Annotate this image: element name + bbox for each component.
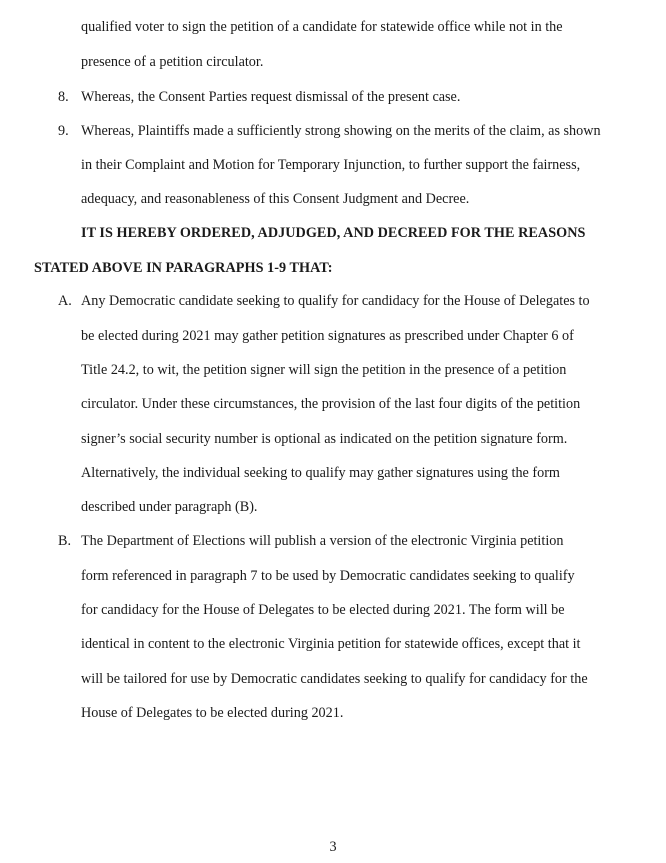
paragraph-9-line-1: Whereas, Plaintiffs made a sufficiently strong showing on the merits of the claim, as shown xyxy=(81,123,601,139)
order-a-line-2: be elected during 2021 may gather petition signatures as prescribed under Chapter 6 of xyxy=(81,328,574,344)
order-b-line-3: for candidacy for the House of Delegates to be elected during 2021. The form will be xyxy=(81,602,565,618)
order-b-line-1: The Department of Elections will publish a version of the electronic Virginia petition xyxy=(81,533,564,549)
paragraph-7-line-1: qualified voter to sign the petition of a candidate for statewide office while not in the xyxy=(81,19,563,35)
page-number: 3 xyxy=(329,839,337,855)
paragraph-7-line-2: presence of a petition circulator. xyxy=(81,54,264,70)
order-a-line-3: Title 24.2, to wit, the petition signer will sign the petition in the presence of a petition xyxy=(81,362,567,378)
order-a-line-4: circulator. Under these circumstances, the provision of the last four digits of the petition xyxy=(81,396,581,412)
order-heading-line-1: IT IS HEREBY ORDERED, ADJUDGED, AND DECREED FOR THE REASONS xyxy=(81,225,586,241)
paragraph-9-line-2: in their Complaint and Motion for Temporary Injunction, to further support the fairness, xyxy=(81,157,581,173)
order-a-line-7: described under paragraph (B). xyxy=(81,499,258,515)
order-b-line-2: form referenced in paragraph 7 to be used by Democratic candidates seeking to qualify xyxy=(81,568,575,584)
order-a-letter: A. xyxy=(58,293,72,309)
order-a-line-1: Any Democratic candidate seeking to qualify for candidacy for the House of Delegates to xyxy=(81,293,590,309)
order-b-line-5: will be tailored for use by Democratic candidates seeking to qualify for candidacy for the xyxy=(81,671,588,687)
paragraph-8-line-1: Whereas, the Consent Parties request dismissal of the present case. xyxy=(81,89,461,105)
order-a-line-5: signer’s social security number is optional as indicated on the petition signature form. xyxy=(81,431,568,447)
order-b-line-6: House of Delegates to be elected during 2021. xyxy=(81,705,344,721)
order-b-letter: B. xyxy=(58,533,72,549)
paragraph-9-number: 9. xyxy=(58,123,69,139)
order-b-line-4: identical in content to the electronic Virginia petition for statewide offices, except that it xyxy=(81,636,581,652)
paragraph-9-line-3: adequacy, and reasonableness of this Consent Judgment and Decree. xyxy=(81,191,470,207)
paragraph-8-number: 8. xyxy=(58,89,69,105)
order-a-line-6: Alternatively, the individual seeking to qualify may gather signatures using the form xyxy=(81,465,560,481)
order-heading-line-2: STATED ABOVE IN PARAGRAPHS 1-9 THAT: xyxy=(34,260,333,276)
